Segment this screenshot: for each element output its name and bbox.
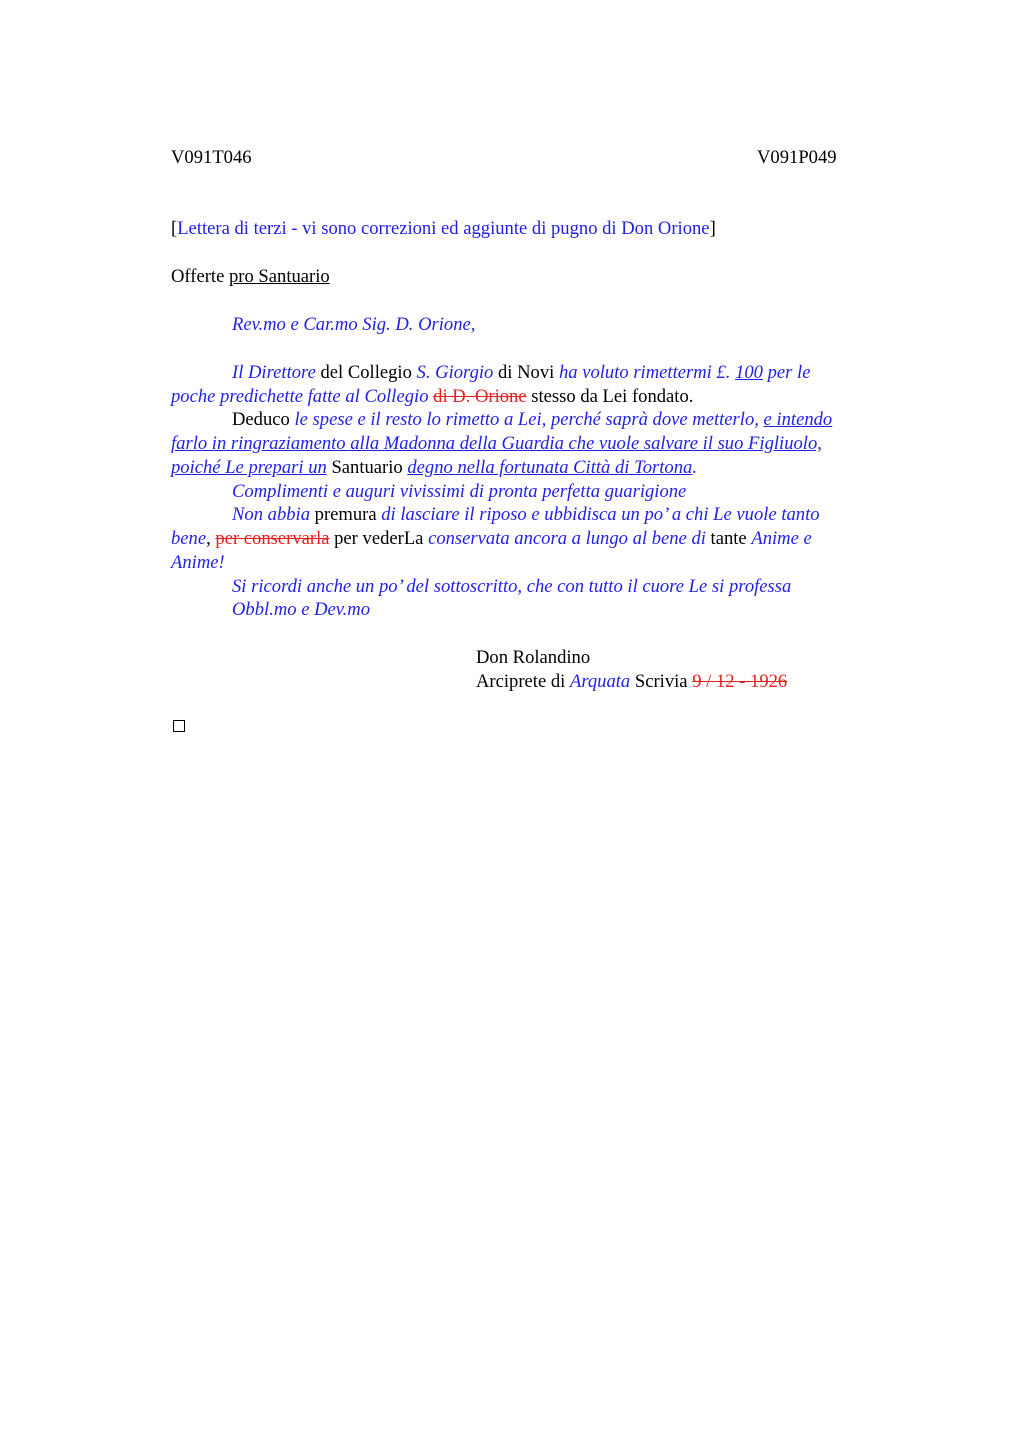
signature-name: Don Rolandino xyxy=(476,647,591,668)
original-text: per vederLa xyxy=(329,528,429,549)
subject-line xyxy=(171,265,330,289)
para-1-line-1 xyxy=(232,361,810,385)
added-text: e intendo xyxy=(763,409,833,430)
para-4-line-2 xyxy=(171,527,812,551)
note-text: Lettera di terzi - vi sono correzioni ed aggiunte di pugno di Don Orione xyxy=(177,218,710,239)
added-text: Non abbia xyxy=(232,504,310,525)
added-text: Il Direttore xyxy=(232,362,316,383)
para-2-line-3 xyxy=(171,456,697,480)
checkbox-square-icon xyxy=(173,720,185,732)
added-text: Anime e xyxy=(751,528,812,549)
added-text: poche predichette fatte al Collegio xyxy=(171,386,434,407)
para-2-line-1 xyxy=(232,408,832,432)
subject-underlined: pro Santuario xyxy=(229,266,330,287)
added-text: ha voluto rimettermi £. xyxy=(558,362,736,383)
right-code: V091P049 xyxy=(757,147,837,168)
original-text: del Collegio xyxy=(315,362,417,383)
para-4-line-3 xyxy=(171,551,225,575)
added-text: Obbl.mo e Dev.mo xyxy=(232,599,371,620)
signature-title xyxy=(476,670,787,694)
original-text: tante xyxy=(705,528,752,549)
added-text: Complimenti e auguri vivissimi di pronta perfetta guarigione xyxy=(232,481,687,502)
deleted-text: 9 / 12 - 1926 xyxy=(692,671,788,692)
left-code: V091T046 xyxy=(171,147,252,168)
added-text: . xyxy=(692,457,697,478)
closing-formula xyxy=(232,598,370,622)
para-4-line-1 xyxy=(232,503,820,527)
original-text: , xyxy=(206,528,216,549)
note-open-bracket: [ xyxy=(171,218,178,239)
added-text: conservata ancora a lungo al bene di xyxy=(428,528,706,549)
original-text: di Novi xyxy=(493,362,559,383)
added-text: farlo in ringraziamento alla Madonna della Guardia che vuole salvare il suo Figliuolo, xyxy=(171,433,822,454)
original-text: Deduco xyxy=(232,409,295,430)
deleted-text: di D. Orione xyxy=(433,386,527,407)
added-text: di lasciare il riposo e ubbidisca un po’ a chi Le vuole tanto xyxy=(381,504,820,525)
added-text: Si ricordi anche un po’ del sottoscritto, che con tutto il cuore Le si professa xyxy=(232,576,792,597)
original-text: Santuario xyxy=(326,457,408,478)
note-close-bracket: ] xyxy=(709,218,716,239)
original-text: Arciprete di xyxy=(476,671,570,692)
para-3 xyxy=(232,480,686,504)
salutation: Rev.mo e Car.mo Sig. D. Orione, xyxy=(232,314,476,335)
added-text: Anime! xyxy=(171,552,225,573)
added-text: 100 xyxy=(735,362,763,383)
added-text: S. Giorgio xyxy=(416,362,494,383)
added-text: per le xyxy=(762,362,811,383)
original-text: Scrivia xyxy=(630,671,693,692)
para-5 xyxy=(232,575,791,599)
editorial-note xyxy=(171,217,716,241)
added-text: le spese e il resto lo rimetto a Lei, perché saprà dove metterlo, xyxy=(294,409,764,430)
subject-prefix: Offerte xyxy=(171,266,229,287)
original-text: stesso da Lei fondato. xyxy=(526,386,694,407)
added-text: degno nella fortunata Città di Tortona xyxy=(407,457,693,478)
added-text: poiché Le prepari un xyxy=(171,457,327,478)
deleted-text: per conservarla xyxy=(215,528,330,549)
para-2-line-2 xyxy=(171,432,822,456)
original-text: premura xyxy=(310,504,382,525)
added-text: Arquata xyxy=(569,671,631,692)
para-1-line-2 xyxy=(171,385,693,409)
added-text: bene xyxy=(171,528,207,549)
